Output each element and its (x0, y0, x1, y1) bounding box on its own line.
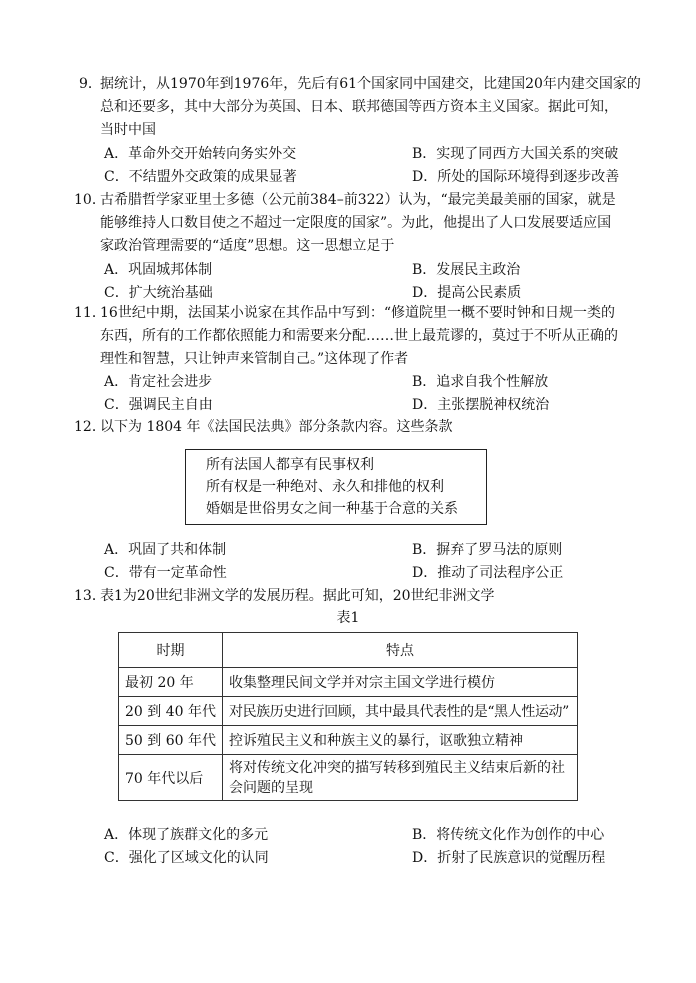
q10-option-c: C．扩大统治基础 (104, 285, 213, 301)
q9-option-c: C．不结盟外交政策的成果显著 (104, 169, 297, 185)
table-row (119, 726, 578, 755)
table-cell-period: 50 到 60 年代 (119, 726, 223, 755)
q12-option-c: C．带有一定革命性 (104, 565, 227, 581)
q13-option-b: B．将传统文化作为创作的中心 (412, 827, 605, 843)
table-cell-period: 20 到 40 年代 (119, 697, 223, 726)
q9-stem-line3: 当时中国 (100, 122, 156, 138)
table-header-features: 特点 (222, 633, 577, 668)
table-row (119, 668, 578, 697)
q10-option-d: D．提高公民素质 (412, 285, 522, 301)
q11-option-d: D．主张摆脱神权统治 (412, 397, 550, 413)
q9-option-d: D．所处的国际环境得到逐步改善 (412, 169, 620, 185)
q13-option-d: D．折射了民族意识的觉醒历程 (412, 850, 606, 866)
q12-option-d: D．推动了司法程序公正 (412, 565, 564, 581)
q13-stem-line1: 表1为20世纪非洲文学的发展历程。据此可知，20世纪非洲文学 (100, 588, 495, 604)
q11-stem-line1: 16世纪中期，法国某小说家在其作品中写到：“修道院里一概不要时钟和日规一类的 (100, 305, 615, 321)
table-cell-period: 最初 20 年 (119, 668, 223, 697)
q12-stem-line1: 以下为 1804 年《法国民法典》部分条款内容。这些条款 (100, 419, 453, 435)
q12-box-line2: 所有权是一种绝对、永久和排他的权利 (206, 479, 444, 495)
table-caption: 表1 (336, 610, 360, 626)
q9-option-b: B．实现了同西方大国关系的突破 (412, 146, 619, 162)
q11-number: 11． (74, 305, 106, 321)
q10-number: 10． (74, 192, 106, 208)
q12-law-excerpt-box (185, 449, 487, 525)
table-header-period: 时期 (119, 633, 223, 668)
q9-stem-line1: 据统计，从1970年到1976年，先后有61个国家同中国建交，比建国20年内建交国家的 (100, 76, 641, 92)
q10-stem-line1: 古希腊哲学家亚里士多德（公元前384–前322）认为，“最完美最美丽的国家，就是 (100, 192, 616, 208)
q12-number: 12． (74, 419, 106, 435)
q12-box-line3: 婚姻是世俗男女之间一种基于合意的关系 (206, 501, 458, 517)
q12-box-line1: 所有法国人都享有民事权利 (206, 457, 374, 473)
q9-stem-line2: 总和还要多，其中大部分为英国、日本、联邦德国等西方资本主义国家。据此可知， (100, 99, 618, 115)
q11-option-b: B．追求自我个性解放 (412, 374, 549, 390)
q13-option-a: A．体现了族群文化的多元 (104, 827, 269, 843)
q11-stem-line2: 东西，所有的工作都依照能力和需要来分配……世上最荒谬的，莫过于不听从正确的 (100, 328, 618, 344)
table-row (119, 755, 578, 801)
table-cell-period: 70 年代以后 (119, 755, 223, 801)
q9-option-a: A．革命外交开始转向务实外交 (104, 146, 297, 162)
q10-stem-line3: 家政治管理需要的“适度”思想。这一思想立足于 (100, 238, 395, 254)
q10-stem-line2: 能够维持人口数目使之不超过一定限度的国家”。为此，他提出了人口发展要适应国 (100, 215, 612, 231)
q11-option-c: C．强调民主自由 (104, 397, 213, 413)
table-cell-features: 对民族历史进行回顾，其中最具代表性的是“黑人性运动” (222, 697, 577, 726)
q12-option-b: B．摒弃了罗马法的原则 (412, 542, 563, 558)
african-literature-table (118, 632, 578, 801)
q11-option-a: A．肯定社会进步 (104, 374, 213, 390)
q13-option-c: C．强化了区域文化的认同 (104, 850, 269, 866)
q12-option-a: A．巩固了共和体制 (104, 542, 227, 558)
table-header-row (119, 633, 578, 668)
q13-number: 13． (74, 588, 106, 604)
q11-stem-line3: 理性和智慧，只让钟声来管制自己。”这体现了作者 (100, 351, 409, 367)
table-cell-features: 收集整理民间文学并对宗主国文学进行模仿 (222, 668, 577, 697)
q10-option-b: B．发展民主政治 (412, 262, 521, 278)
table-cell-features: 控诉殖民主义和种族主义的暴行，讴歌独立精神 (222, 726, 577, 755)
q9-number: 9． (79, 76, 102, 92)
table-row (119, 697, 578, 726)
q10-option-a: A．巩固城邦体制 (104, 262, 213, 278)
table-cell-features: 将对传统文化冲突的描写转移到殖民主义结束后新的社会问题的呈现 (222, 755, 577, 801)
